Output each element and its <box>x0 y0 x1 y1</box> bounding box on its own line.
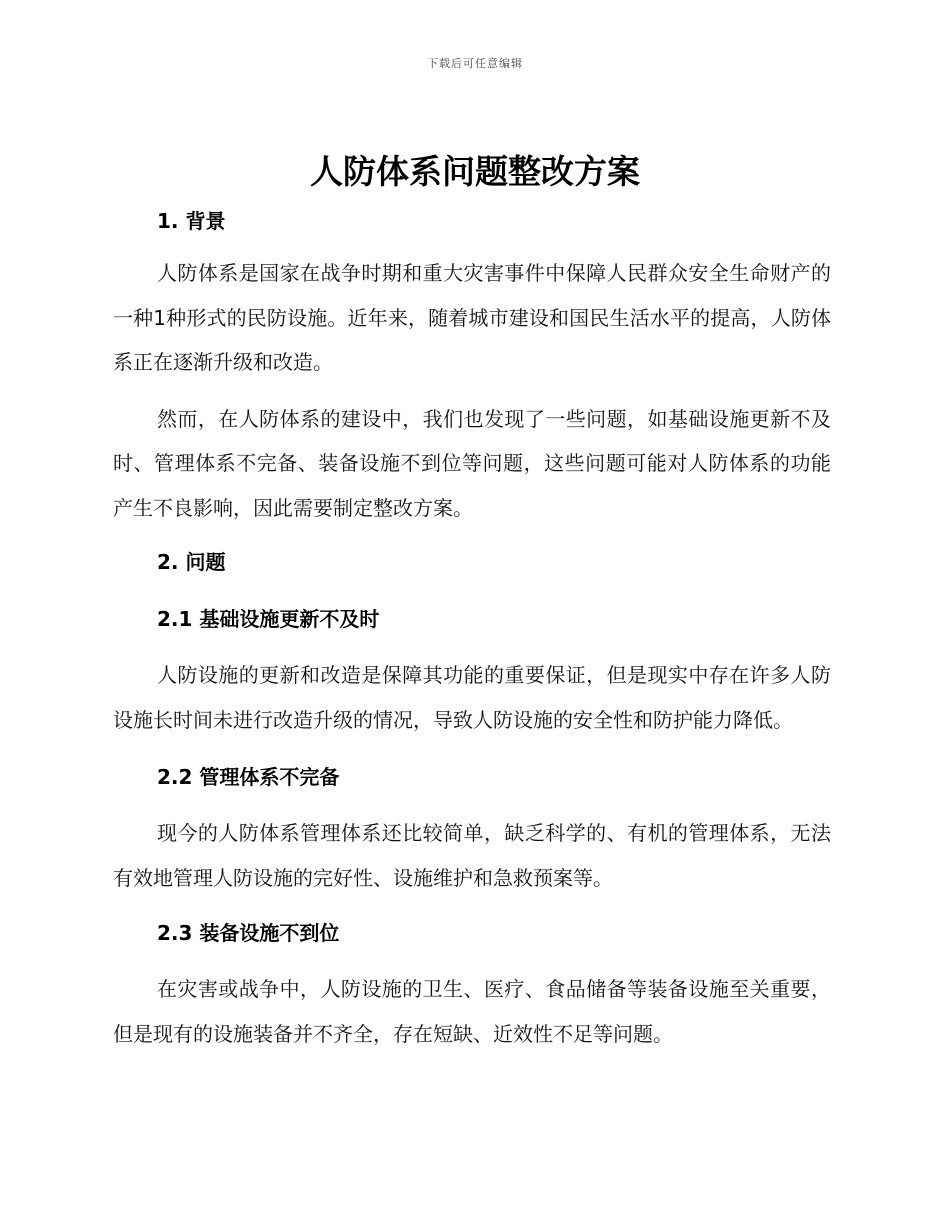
document-title: 人防体系问题整改方案 <box>310 152 640 191</box>
background-paragraph-2: 然而，在人防体系的建设中，我们也发现了一些问题，如基础设施更新不及时、管理体系不完备、装备设施不到位等问题，这些问题可能对人防体系的功能产生不良影响，因此需要制定整改方案。 <box>113 406 831 520</box>
section-heading-problems: 2. 问题 <box>157 550 226 574</box>
subsection-heading-infrastructure: 2.1 基础设施更新不及时 <box>157 607 380 631</box>
subsection-paragraph-management: 现今的人防体系管理体系还比较简单，缺乏科学的、有机的管理体系，无法有效地管理人防设施的完好性、设施维护和急救预案等。 <box>113 821 831 890</box>
document-body <box>113 203 831 1056</box>
subsection-paragraph-infrastructure: 人防设施的更新和改造是保障其功能的重要保证，但是现实中存在许多人防设施长时间未进行改造升级的情况，导致人防设施的安全性和防护能力降低。 <box>113 663 831 732</box>
subsection-heading-management: 2.2 管理体系不完备 <box>157 765 340 789</box>
subsection-paragraph-equipment: 在灾害或战争中，人防设施的卫生、医疗、食品储备等装备设施至关重要，但是现有的设施装备并不齐全，存在短缺、近效性不足等问题。 <box>113 977 831 1046</box>
background-paragraph-1: 人防体系是国家在战争时期和重大灾害事件中保障人民群众安全生命财产的一种1种形式的民防设施。近年来，随着城市建设和国民生活水平的提高，人防体系正在逐渐升级和改造。 <box>113 261 831 374</box>
page-header-note: 下载后可任意编辑 <box>427 57 523 70</box>
subsection-heading-equipment: 2.3 装备设施不到位 <box>157 921 340 945</box>
section-heading-background: 1. 背景 <box>157 209 226 233</box>
